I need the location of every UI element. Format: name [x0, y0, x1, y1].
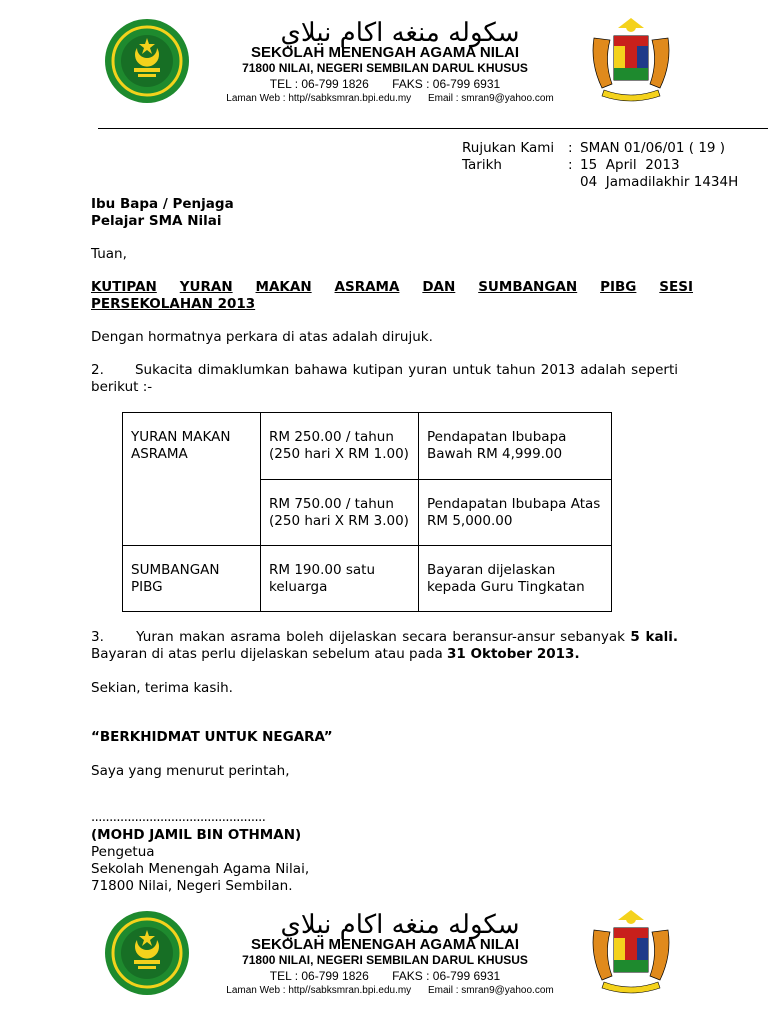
table-cell — [261, 480, 419, 546]
cell-line: Bayaran dijelaskan — [427, 562, 556, 578]
malaysia-coat-of-arms-logo — [588, 18, 674, 110]
hijri-date-line — [462, 174, 738, 191]
table-cell — [123, 413, 261, 546]
subject-word: ASRAMA — [334, 279, 400, 295]
subject-word: PIBG — [600, 279, 637, 295]
table-cell — [123, 546, 261, 612]
table-cell — [261, 413, 419, 480]
cell-line: kepada Guru Tingkatan — [427, 579, 585, 595]
subject-word: SUMBANGAN — [478, 279, 578, 295]
cell-line: RM 190.00 satu — [269, 562, 376, 578]
jawi-school-name: سکوله منغه اکام نيلاي — [280, 910, 520, 940]
school-address: 71800 NILAI, NEGERI SEMBILAN DARUL KHUSUS — [242, 953, 528, 967]
para3-text-2: Bayaran di atas perlu dijelaskan sebelum atau pada — [91, 629, 683, 662]
hijri-date-value: 04 Jamadilakhir 1434H — [580, 174, 739, 190]
contact-phone-line — [200, 77, 570, 91]
email: Email : smran9@yahoo.com — [427, 985, 554, 996]
school-name: SEKOLAH MENENGAH AGAMA NILAI — [250, 44, 520, 61]
subject-heading — [91, 279, 693, 313]
cell-line: (250 hari X RM 3.00) — [269, 513, 409, 529]
fax: FAKS : 06-799 6931 — [392, 969, 501, 983]
table-row — [123, 546, 612, 612]
subject-word: DAN — [422, 279, 456, 295]
reference-value: SMAN 01/06/01 ( 19 ) — [580, 140, 726, 156]
cell-line: Pendapatan Ibubapa Atas — [427, 496, 601, 512]
malaysia-coat-of-arms-logo — [588, 910, 674, 1002]
school-crest-logo — [104, 910, 190, 996]
subject-word: KUTIPAN — [91, 279, 157, 295]
contact-web-line — [190, 985, 590, 996]
motto: “BERKHIDMAT UNTUK NEGARA” — [91, 729, 333, 745]
cell-line: PIBG — [131, 579, 163, 595]
letterhead-top — [0, 18, 768, 128]
signature-line: ................................................ — [91, 810, 266, 825]
school-name: SEKOLAH MENENGAH AGAMA NILAI — [250, 936, 520, 953]
paragraph-3 — [91, 629, 683, 663]
subject-line-2: PERSEKOLAHAN 2013 — [91, 296, 256, 312]
date-line: Tarikh : 15 April 2013 — [462, 157, 680, 173]
closing: Sekian, terima kasih. — [91, 680, 233, 696]
subject-word: SESI — [659, 279, 693, 295]
table-cell — [419, 480, 612, 546]
email: Email : smran9@yahoo.com — [427, 93, 554, 104]
reference-label: Rujukan Kami — [462, 140, 555, 156]
telephone: TEL : 06-799 1826 — [269, 77, 369, 91]
subject-word: YURAN — [179, 279, 233, 295]
letterhead-bottom — [0, 910, 768, 1020]
cell-line: (250 hari X RM 1.00) — [269, 446, 409, 462]
cell-line: RM 250.00 / tahun — [269, 429, 394, 445]
table-cell — [419, 413, 612, 480]
date-value: 15 April 2013 — [580, 157, 680, 173]
recipient-line-1: Ibu Bapa / Penjaga — [91, 196, 234, 212]
paragraph-1: Dengan hormatnya perkara di atas adalah dirujuk. — [91, 329, 433, 345]
cell-line: YURAN MAKAN — [131, 429, 231, 445]
cell-line: Bawah RM 4,999.00 — [427, 446, 563, 462]
signatory-name: (MOHD JAMIL BIN OTHMAN) — [91, 827, 302, 843]
subject-line-1 — [91, 279, 693, 296]
subject-word: MAKAN — [255, 279, 312, 295]
website: Laman Web : http//sabksmran.bpi.edu.my — [226, 93, 412, 104]
para3-bold-2: 31 Oktober 2013. — [447, 646, 580, 662]
contact-web-line — [190, 93, 590, 104]
para3-text-1: 3. Yuran makan asrama boleh dijelaskan secara beransur-ansur sebanyak — [91, 629, 631, 645]
website: Laman Web : http//sabksmran.bpi.edu.my — [226, 985, 412, 996]
fax: FAKS : 06-799 6931 — [392, 77, 501, 91]
para3-bold-1: 5 kali. — [630, 629, 678, 645]
signatory-title: Pengetua — [91, 844, 155, 860]
paragraph-2: 2. Sukacita dimaklumkan bahawa kutipan yuran untuk tahun 2013 adalah seperti berikut :- — [91, 362, 683, 395]
cell-line: keluarga — [269, 579, 328, 595]
signatory-address: 71800 Nilai, Negeri Sembilan. — [91, 878, 293, 894]
school-crest-logo — [104, 18, 190, 104]
recipient-line-2: Pelajar SMA Nilai — [91, 213, 222, 229]
cell-line: Pendapatan Ibubapa — [427, 429, 567, 445]
date-label: Tarikh — [462, 157, 502, 173]
fee-table — [122, 412, 612, 612]
salutation: Tuan, — [91, 246, 127, 262]
cell-line: RM 5,000.00 — [427, 513, 513, 529]
table-row — [123, 413, 612, 480]
table-cell — [261, 546, 419, 612]
cell-line: SUMBANGAN — [131, 562, 220, 578]
signatory-school: Sekolah Menengah Agama Nilai, — [91, 861, 310, 877]
reference-line: Rujukan Kami : SMAN 01/06/01 ( 19 ) — [462, 140, 726, 156]
cell-line: RM 750.00 / tahun — [269, 496, 394, 512]
sign-off: Saya yang menurut perintah, — [91, 763, 290, 779]
jawi-school-name: سکوله منغه اکام نيلاي — [280, 18, 520, 48]
telephone: TEL : 06-799 1826 — [269, 969, 369, 983]
letterhead-divider — [98, 128, 768, 129]
table-cell — [419, 546, 612, 612]
contact-phone-line — [200, 969, 570, 983]
school-address: 71800 NILAI, NEGERI SEMBILAN DARUL KHUSUS — [242, 61, 528, 75]
cell-line: ASRAMA — [131, 446, 188, 462]
